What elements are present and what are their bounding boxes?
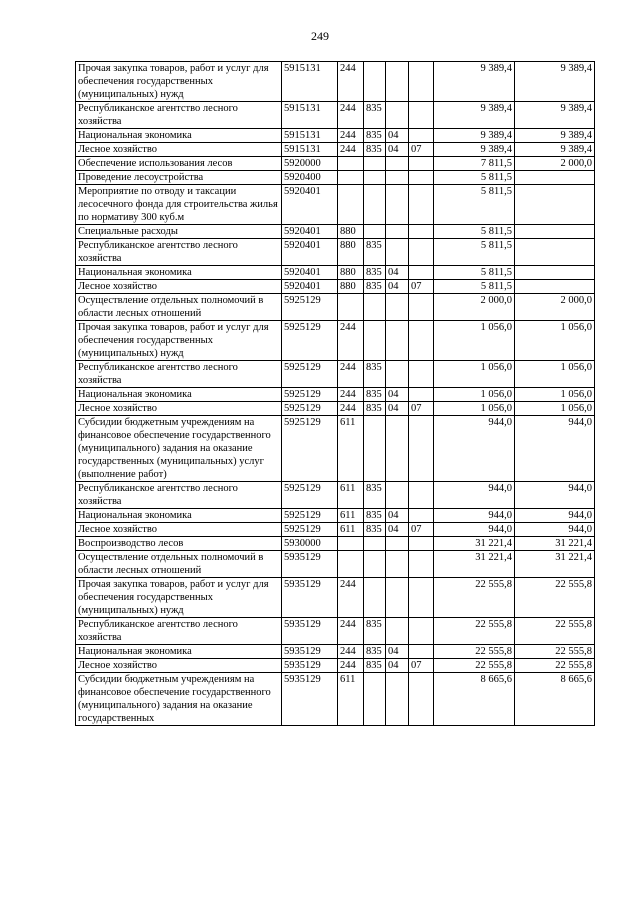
table-row xyxy=(76,157,595,171)
table-row xyxy=(76,509,595,523)
amount-cell: 22 555,8 xyxy=(434,645,515,659)
subsection-cell xyxy=(409,171,434,185)
subsection-cell xyxy=(409,416,434,482)
amount-second-cell: 9 389,4 xyxy=(515,62,595,102)
target-code-cell: 5925129 xyxy=(282,509,338,523)
subsection-cell xyxy=(409,62,434,102)
amount-cell: 944,0 xyxy=(434,509,515,523)
subsection-cell xyxy=(409,157,434,171)
section-cell xyxy=(386,102,409,129)
amount-second-cell: 9 389,4 xyxy=(515,102,595,129)
item-name-cell: Республиканское агентство лесного хозяйства xyxy=(76,102,282,129)
amount-cell: 1 056,0 xyxy=(434,388,515,402)
section-cell xyxy=(386,673,409,726)
section-cell xyxy=(386,416,409,482)
item-name-cell: Национальная экономика xyxy=(76,129,282,143)
amount-second-cell: 31 221,4 xyxy=(515,537,595,551)
section-cell: 04 xyxy=(386,523,409,537)
expense-type-cell: 880 xyxy=(338,239,364,266)
admin-code-cell: 835 xyxy=(364,618,386,645)
expense-type-cell: 880 xyxy=(338,266,364,280)
section-cell xyxy=(386,551,409,578)
item-name-cell: Национальная экономика xyxy=(76,388,282,402)
target-code-cell: 5935129 xyxy=(282,659,338,673)
amount-cell: 22 555,8 xyxy=(434,618,515,645)
expense-type-cell xyxy=(338,537,364,551)
section-cell: 04 xyxy=(386,266,409,280)
amount-second-cell: 9 389,4 xyxy=(515,129,595,143)
target-code-cell: 5925129 xyxy=(282,321,338,361)
amount-second-cell xyxy=(515,171,595,185)
section-cell xyxy=(386,618,409,645)
target-code-cell: 5920401 xyxy=(282,185,338,225)
item-name-cell: Осуществление отдельных полномочий в области лесных отношений xyxy=(76,294,282,321)
table-row xyxy=(76,239,595,266)
subsection-cell xyxy=(409,388,434,402)
target-code-cell: 5935129 xyxy=(282,618,338,645)
target-code-cell: 5920401 xyxy=(282,280,338,294)
admin-code-cell xyxy=(364,171,386,185)
expense-type-cell: 244 xyxy=(338,361,364,388)
section-cell: 04 xyxy=(386,280,409,294)
target-code-cell: 5935129 xyxy=(282,673,338,726)
table-row xyxy=(76,618,595,645)
amount-second-cell: 22 555,8 xyxy=(515,659,595,673)
table-row xyxy=(76,185,595,225)
target-code-cell: 5935129 xyxy=(282,551,338,578)
admin-code-cell xyxy=(364,537,386,551)
table-row xyxy=(76,294,595,321)
subsection-cell xyxy=(409,185,434,225)
admin-code-cell xyxy=(364,551,386,578)
item-name-cell: Лесное хозяйство xyxy=(76,280,282,294)
amount-second-cell xyxy=(515,185,595,225)
amount-cell: 8 665,6 xyxy=(434,673,515,726)
section-cell xyxy=(386,239,409,266)
table-row xyxy=(76,659,595,673)
expense-type-cell: 611 xyxy=(338,523,364,537)
amount-cell: 5 811,5 xyxy=(434,280,515,294)
target-code-cell: 5920000 xyxy=(282,157,338,171)
item-name-cell: Обеспечение использования лесов xyxy=(76,157,282,171)
expense-type-cell xyxy=(338,551,364,578)
expense-type-cell: 880 xyxy=(338,280,364,294)
target-code-cell: 5930000 xyxy=(282,537,338,551)
amount-second-cell: 944,0 xyxy=(515,416,595,482)
amount-second-cell xyxy=(515,280,595,294)
amount-second-cell xyxy=(515,225,595,239)
target-code-cell: 5925129 xyxy=(282,294,338,321)
admin-code-cell: 835 xyxy=(364,523,386,537)
target-code-cell: 5925129 xyxy=(282,416,338,482)
subsection-cell xyxy=(409,482,434,509)
amount-second-cell: 1 056,0 xyxy=(515,388,595,402)
expense-type-cell: 244 xyxy=(338,143,364,157)
target-code-cell: 5920401 xyxy=(282,225,338,239)
section-cell: 04 xyxy=(386,402,409,416)
amount-cell: 1 056,0 xyxy=(434,402,515,416)
table-row xyxy=(76,388,595,402)
admin-code-cell xyxy=(364,578,386,618)
table-row xyxy=(76,537,595,551)
amount-second-cell xyxy=(515,239,595,266)
subsection-cell xyxy=(409,673,434,726)
item-name-cell: Республиканское агентство лесного хозяйства xyxy=(76,239,282,266)
target-code-cell: 5935129 xyxy=(282,578,338,618)
amount-cell: 1 056,0 xyxy=(434,361,515,388)
expense-type-cell: 611 xyxy=(338,416,364,482)
subsection-cell: 07 xyxy=(409,659,434,673)
expense-type-cell xyxy=(338,157,364,171)
subsection-cell: 07 xyxy=(409,523,434,537)
item-name-cell: Прочая закупка товаров, работ и услуг для обеспечения государственных (муниципальных) нужд xyxy=(76,578,282,618)
section-cell: 04 xyxy=(386,388,409,402)
section-cell xyxy=(386,225,409,239)
target-code-cell: 5925129 xyxy=(282,388,338,402)
admin-code-cell: 835 xyxy=(364,402,386,416)
amount-cell: 22 555,8 xyxy=(434,659,515,673)
amount-second-cell: 2 000,0 xyxy=(515,294,595,321)
table-row xyxy=(76,321,595,361)
target-code-cell: 5915131 xyxy=(282,62,338,102)
amount-cell: 5 811,5 xyxy=(434,171,515,185)
subsection-cell xyxy=(409,225,434,239)
subsection-cell xyxy=(409,361,434,388)
admin-code-cell: 835 xyxy=(364,388,386,402)
admin-code-cell: 835 xyxy=(364,509,386,523)
admin-code-cell: 835 xyxy=(364,361,386,388)
expense-type-cell: 244 xyxy=(338,321,364,361)
admin-code-cell: 835 xyxy=(364,280,386,294)
target-code-cell: 5925129 xyxy=(282,482,338,509)
admin-code-cell: 835 xyxy=(364,482,386,509)
admin-code-cell: 835 xyxy=(364,143,386,157)
expense-type-cell: 244 xyxy=(338,659,364,673)
amount-second-cell: 1 056,0 xyxy=(515,402,595,416)
table-row xyxy=(76,143,595,157)
amount-cell: 5 811,5 xyxy=(434,266,515,280)
item-name-cell: Республиканское агентство лесного хозяйства xyxy=(76,618,282,645)
target-code-cell: 5920401 xyxy=(282,239,338,266)
amount-cell: 5 811,5 xyxy=(434,239,515,266)
amount-second-cell: 22 555,8 xyxy=(515,618,595,645)
expense-type-cell: 244 xyxy=(338,618,364,645)
section-cell xyxy=(386,578,409,618)
admin-code-cell: 835 xyxy=(364,645,386,659)
amount-second-cell: 1 056,0 xyxy=(515,321,595,361)
item-name-cell: Прочая закупка товаров, работ и услуг для обеспечения государственных (муниципальных) нужд xyxy=(76,62,282,102)
subsection-cell xyxy=(409,509,434,523)
expense-type-cell: 611 xyxy=(338,482,364,509)
item-name-cell: Лесное хозяйство xyxy=(76,143,282,157)
table-row xyxy=(76,673,595,726)
subsection-cell xyxy=(409,645,434,659)
expense-type-cell: 880 xyxy=(338,225,364,239)
section-cell xyxy=(386,185,409,225)
amount-cell: 5 811,5 xyxy=(434,225,515,239)
amount-second-cell: 22 555,8 xyxy=(515,578,595,618)
amount-cell: 31 221,4 xyxy=(434,551,515,578)
item-name-cell: Проведение лесоустройства xyxy=(76,171,282,185)
table-row xyxy=(76,266,595,280)
amount-cell: 9 389,4 xyxy=(434,102,515,129)
table-row xyxy=(76,171,595,185)
subsection-cell xyxy=(409,321,434,361)
amount-second-cell: 944,0 xyxy=(515,509,595,523)
subsection-cell: 07 xyxy=(409,280,434,294)
target-code-cell: 5925129 xyxy=(282,523,338,537)
expense-type-cell xyxy=(338,294,364,321)
target-code-cell: 5920401 xyxy=(282,266,338,280)
amount-cell: 9 389,4 xyxy=(434,62,515,102)
target-code-cell: 5935129 xyxy=(282,645,338,659)
section-cell: 04 xyxy=(386,509,409,523)
admin-code-cell xyxy=(364,294,386,321)
table-row xyxy=(76,416,595,482)
table-row xyxy=(76,523,595,537)
section-cell xyxy=(386,482,409,509)
admin-code-cell xyxy=(364,321,386,361)
section-cell xyxy=(386,294,409,321)
item-name-cell: Национальная экономика xyxy=(76,645,282,659)
admin-code-cell xyxy=(364,157,386,171)
expense-type-cell: 611 xyxy=(338,673,364,726)
subsection-cell xyxy=(409,537,434,551)
item-name-cell: Прочая закупка товаров, работ и услуг для обеспечения государственных (муниципальных) нужд xyxy=(76,321,282,361)
table-row xyxy=(76,62,595,102)
table-row xyxy=(76,102,595,129)
item-name-cell: Специальные расходы xyxy=(76,225,282,239)
amount-second-cell: 1 056,0 xyxy=(515,361,595,388)
section-cell: 04 xyxy=(386,659,409,673)
amount-cell: 2 000,0 xyxy=(434,294,515,321)
table-row xyxy=(76,578,595,618)
amount-second-cell: 31 221,4 xyxy=(515,551,595,578)
admin-code-cell: 835 xyxy=(364,102,386,129)
subsection-cell: 07 xyxy=(409,402,434,416)
item-name-cell: Субсидии бюджетным учреждениям на финансовое обеспечение государственного (муниципального) задания на оказание государственных xyxy=(76,673,282,726)
expense-type-cell xyxy=(338,171,364,185)
item-name-cell: Осуществление отдельных полномочий в области лесных отношений xyxy=(76,551,282,578)
section-cell xyxy=(386,321,409,361)
admin-code-cell xyxy=(364,185,386,225)
amount-cell: 944,0 xyxy=(434,523,515,537)
table-row xyxy=(76,402,595,416)
subsection-cell xyxy=(409,129,434,143)
admin-code-cell: 835 xyxy=(364,659,386,673)
amount-second-cell: 8 665,6 xyxy=(515,673,595,726)
admin-code-cell xyxy=(364,416,386,482)
section-cell xyxy=(386,171,409,185)
admin-code-cell xyxy=(364,225,386,239)
subsection-cell: 07 xyxy=(409,143,434,157)
amount-cell: 22 555,8 xyxy=(434,578,515,618)
admin-code-cell: 835 xyxy=(364,266,386,280)
page-number: 249 xyxy=(311,29,329,43)
expense-type-cell: 244 xyxy=(338,129,364,143)
subsection-cell xyxy=(409,618,434,645)
amount-second-cell xyxy=(515,266,595,280)
section-cell xyxy=(386,537,409,551)
amount-cell: 1 056,0 xyxy=(434,321,515,361)
expense-type-cell: 244 xyxy=(338,388,364,402)
budget-table xyxy=(75,61,595,726)
target-code-cell: 5925129 xyxy=(282,402,338,416)
table-body xyxy=(76,62,595,726)
section-cell xyxy=(386,62,409,102)
item-name-cell: Лесное хозяйство xyxy=(76,523,282,537)
section-cell xyxy=(386,361,409,388)
target-code-cell: 5915131 xyxy=(282,129,338,143)
amount-second-cell: 9 389,4 xyxy=(515,143,595,157)
subsection-cell xyxy=(409,551,434,578)
target-code-cell: 5925129 xyxy=(282,361,338,388)
table-row xyxy=(76,645,595,659)
expense-type-cell xyxy=(338,185,364,225)
item-name-cell: Национальная экономика xyxy=(76,509,282,523)
expense-type-cell: 244 xyxy=(338,102,364,129)
subsection-cell xyxy=(409,239,434,266)
item-name-cell: Национальная экономика xyxy=(76,266,282,280)
expense-type-cell: 244 xyxy=(338,402,364,416)
amount-second-cell: 22 555,8 xyxy=(515,645,595,659)
table-row xyxy=(76,129,595,143)
section-cell: 04 xyxy=(386,143,409,157)
amount-cell: 9 389,4 xyxy=(434,129,515,143)
item-name-cell: Лесное хозяйство xyxy=(76,659,282,673)
amount-cell: 944,0 xyxy=(434,416,515,482)
item-name-cell: Республиканское агентство лесного хозяйства xyxy=(76,482,282,509)
expense-type-cell: 244 xyxy=(338,578,364,618)
admin-code-cell xyxy=(364,673,386,726)
amount-cell: 7 811,5 xyxy=(434,157,515,171)
admin-code-cell: 835 xyxy=(364,239,386,266)
table-row xyxy=(76,551,595,578)
target-code-cell: 5915131 xyxy=(282,143,338,157)
section-cell: 04 xyxy=(386,129,409,143)
expense-type-cell: 244 xyxy=(338,62,364,102)
subsection-cell xyxy=(409,102,434,129)
subsection-cell xyxy=(409,578,434,618)
amount-cell: 9 389,4 xyxy=(434,143,515,157)
item-name-cell: Республиканское агентство лесного хозяйства xyxy=(76,361,282,388)
table-row xyxy=(76,280,595,294)
item-name-cell: Субсидии бюджетным учреждениям на финансовое обеспечение государственного (муниципального) задания на оказание государственных (муниципальных) услуг (выполнение работ) xyxy=(76,416,282,482)
expense-type-cell: 244 xyxy=(338,645,364,659)
target-code-cell: 5920400 xyxy=(282,171,338,185)
target-code-cell: 5915131 xyxy=(282,102,338,129)
admin-code-cell xyxy=(364,62,386,102)
table-row xyxy=(76,225,595,239)
item-name-cell: Лесное хозяйство xyxy=(76,402,282,416)
subsection-cell xyxy=(409,294,434,321)
amount-second-cell: 944,0 xyxy=(515,523,595,537)
amount-cell: 5 811,5 xyxy=(434,185,515,225)
section-cell: 04 xyxy=(386,645,409,659)
amount-cell: 944,0 xyxy=(434,482,515,509)
expense-type-cell: 611 xyxy=(338,509,364,523)
item-name-cell: Мероприятие по отводу и таксации лесосечного фонда для строительства жилья по нормативу 300 куб.м xyxy=(76,185,282,225)
amount-cell: 31 221,4 xyxy=(434,537,515,551)
amount-second-cell: 2 000,0 xyxy=(515,157,595,171)
section-cell xyxy=(386,157,409,171)
table-row xyxy=(76,361,595,388)
subsection-cell xyxy=(409,266,434,280)
admin-code-cell: 835 xyxy=(364,129,386,143)
item-name-cell: Воспроизводство лесов xyxy=(76,537,282,551)
amount-second-cell: 944,0 xyxy=(515,482,595,509)
table-row xyxy=(76,482,595,509)
